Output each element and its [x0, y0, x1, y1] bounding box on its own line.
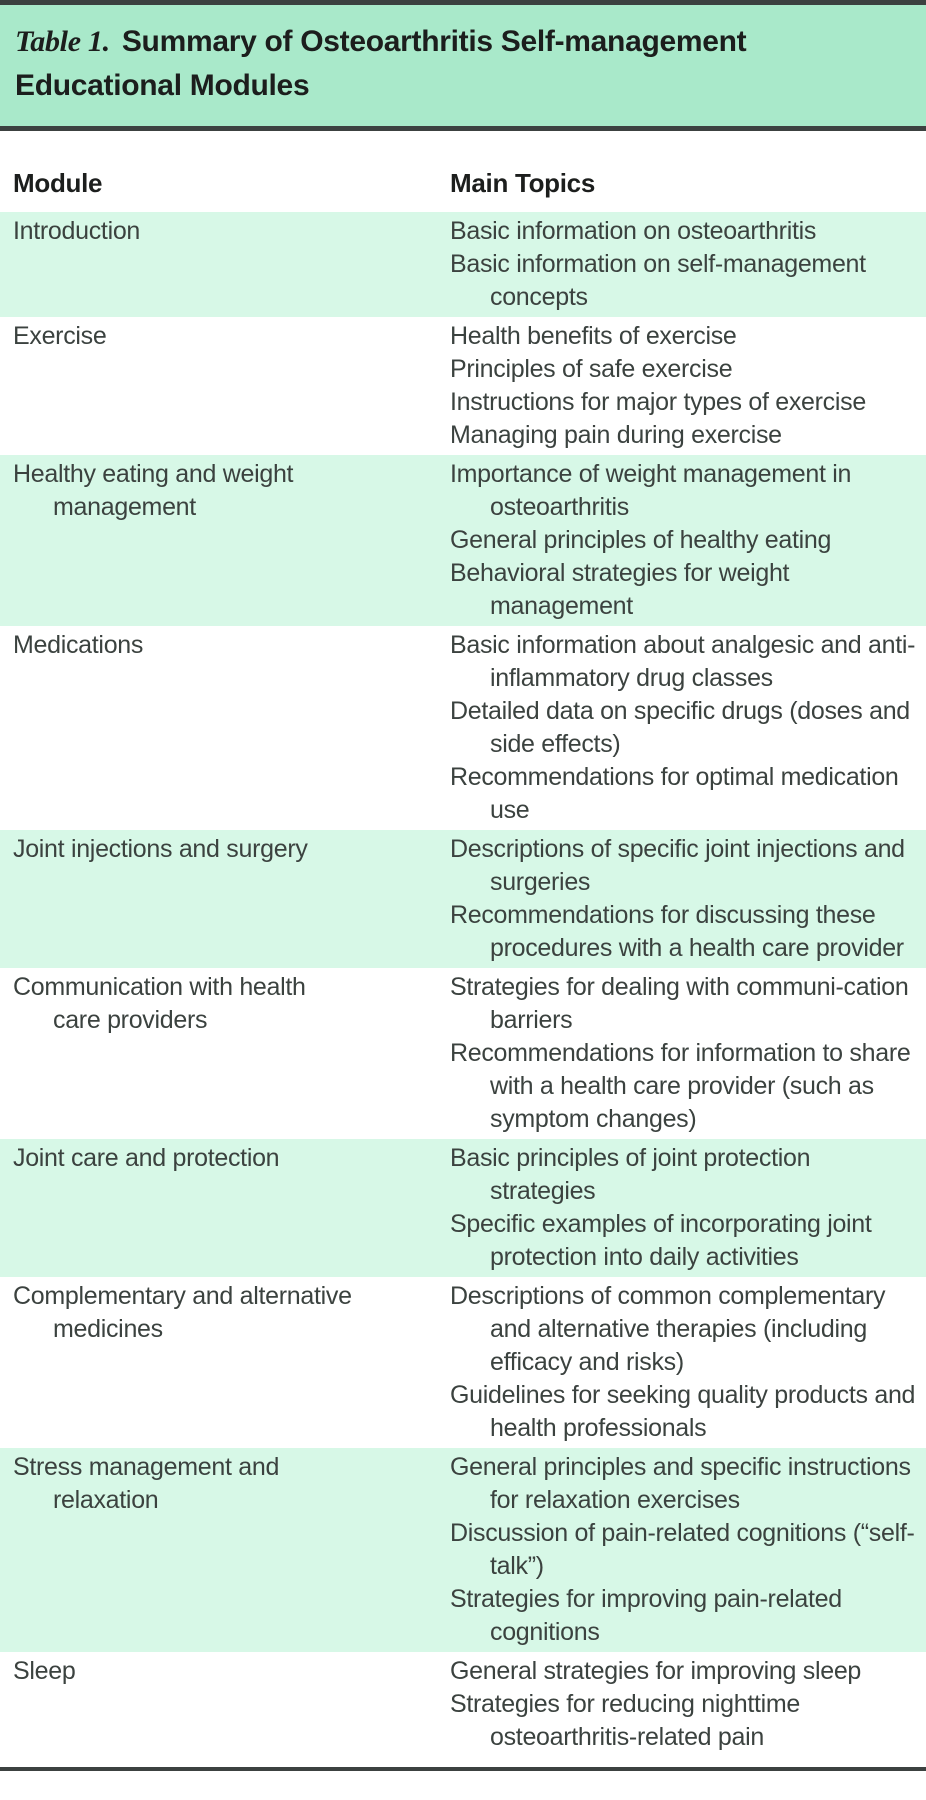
topics-cell — [450, 629, 922, 827]
column-header-module: Module — [13, 168, 103, 198]
topics-cell — [450, 833, 922, 965]
table-row — [0, 1448, 926, 1652]
table-row — [0, 1139, 926, 1277]
table-row — [0, 317, 926, 455]
topic-line: Basic information about analgesic and anti-inflammatory drug classes — [450, 631, 916, 692]
module-name: Stress management and relaxation — [13, 1453, 280, 1514]
topic-line: Strategies for improving pain-related cognitions — [450, 1585, 842, 1646]
topic-line: Basic information on self-management concepts — [450, 250, 866, 311]
topics-cell — [450, 320, 922, 452]
topic-line: Recommendations for discussing these procedures with a health care provider — [450, 901, 904, 962]
topics-cell — [450, 971, 922, 1136]
topics-cell — [450, 1142, 922, 1274]
topic-line: Basic principles of joint protection strategies — [450, 1144, 811, 1205]
topic-line: Recommendations for information to share with a health care provider (such as symptom changes) — [450, 1039, 911, 1133]
title-band-bottom-rule — [0, 126, 926, 131]
topic-line: Specific examples of incorporating joint protection into daily activities — [450, 1210, 872, 1271]
module-cell — [13, 320, 450, 452]
table-row — [0, 830, 926, 968]
table-title-band — [0, 5, 926, 126]
topics-cell — [450, 1655, 922, 1754]
column-header-main-topics: Main Topics — [450, 168, 596, 198]
topic-line: Discussion of pain-related cognitions (“self-talk”) — [450, 1519, 915, 1580]
module-name: Exercise — [13, 322, 107, 350]
module-cell — [13, 833, 450, 965]
topics-cell — [450, 458, 922, 623]
module-cell — [13, 215, 450, 314]
module-cell — [13, 1142, 450, 1274]
module-name: Introduction — [13, 217, 141, 245]
topic-line: Detailed data on specific drugs (doses and side effects) — [450, 697, 910, 758]
topic-line: Descriptions of specific joint injections and surgeries — [450, 835, 905, 896]
topic-line: General strategies for improving sleep — [450, 1657, 862, 1685]
module-name: Complementary and alternative medicines — [13, 1282, 352, 1343]
table-row — [0, 1652, 926, 1757]
topic-line: Health benefits of exercise — [450, 322, 737, 350]
topic-line: Instructions for major types of exercise — [450, 388, 866, 416]
table-row — [0, 626, 926, 830]
topic-line: Strategies for dealing with communi-cation barriers — [450, 973, 909, 1034]
table-title-text: Summary of Osteoarthritis Self-management Educational Modules — [15, 25, 747, 102]
module-name: Communication with health care providers — [13, 973, 306, 1034]
table-number-label: Table 1. — [15, 25, 110, 58]
topic-line: Basic information on osteoarthritis — [450, 217, 817, 245]
table-row — [0, 455, 926, 626]
table-row — [0, 212, 926, 317]
bottom-border-rule — [0, 1767, 926, 1771]
module-cell — [13, 629, 450, 827]
topic-line: Behavioral strategies for weight management — [450, 559, 790, 620]
column-header-row — [0, 167, 926, 212]
topic-line: Strategies for reducing nighttime osteoarthritis-related pain — [450, 1690, 801, 1751]
module-name: Sleep — [13, 1657, 76, 1685]
topic-line: Recommendations for optimal medication use — [450, 763, 899, 824]
table-row — [0, 1277, 926, 1448]
topics-cell — [450, 215, 922, 314]
module-cell — [13, 1280, 450, 1445]
topic-line: Managing pain during exercise — [450, 421, 782, 449]
module-cell — [13, 1655, 450, 1754]
topic-line: Importance of weight management in osteoarthritis — [450, 460, 852, 521]
module-cell — [13, 971, 450, 1136]
topic-line: Guidelines for seeking quality products and health professionals — [450, 1381, 916, 1442]
module-cell — [13, 458, 450, 623]
topic-line: Principles of safe exercise — [450, 355, 733, 383]
topic-line: General principles and specific instructions for relaxation exercises — [450, 1453, 911, 1514]
topic-line: Descriptions of common complementary and alternative therapies (including efficacy and risks) — [450, 1282, 886, 1376]
module-name: Medications — [13, 631, 144, 659]
topics-cell — [450, 1451, 922, 1649]
table-body — [0, 212, 926, 1757]
topics-cell — [450, 1280, 922, 1445]
module-cell — [13, 1451, 450, 1649]
topic-line: General principles of healthy eating — [450, 526, 832, 554]
module-name: Joint care and protection — [13, 1144, 280, 1172]
module-name: Healthy eating and weight management — [13, 460, 294, 521]
table-row — [0, 968, 926, 1139]
module-name: Joint injections and surgery — [13, 835, 308, 863]
